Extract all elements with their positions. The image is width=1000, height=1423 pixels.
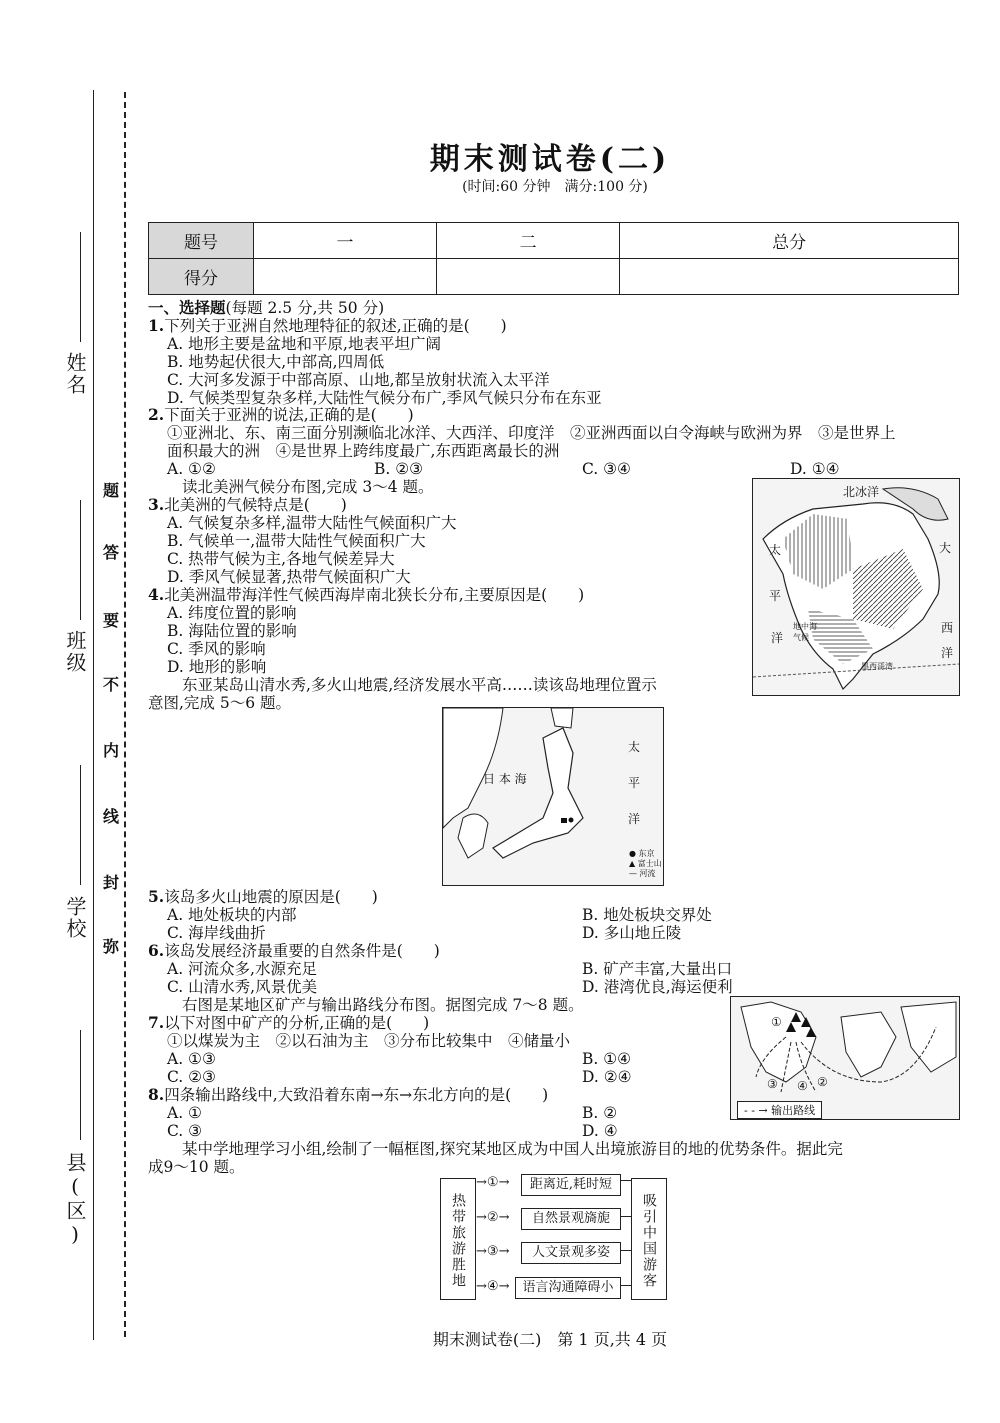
atlantic-label: 大 — [939, 541, 952, 555]
q3-option-c[interactable]: C. 热带气候为主,各地气候差异大 — [167, 550, 395, 568]
q6-option-c[interactable]: C. 山清水秀,风景优美 — [167, 978, 318, 996]
seal-char: 要 — [102, 611, 119, 630]
intro-7-8: 右图是某地区矿产与输出路线分布图。据图完成 7～8 题。 — [182, 996, 584, 1014]
q1-option-b[interactable]: B. 地势起伏很大,中部高,四周低 — [167, 353, 385, 371]
seal-char: 封 — [102, 873, 119, 892]
southeast-asia-shape — [901, 1002, 956, 1072]
q3-option-b[interactable]: B. 气候单一,温带大陆性气候面积广大 — [167, 532, 426, 550]
q1-option-c[interactable]: C. 大河多发源于中部高原、山地,都呈放射状流入太平洋 — [167, 371, 550, 389]
legend-river: — 河流 — [629, 869, 656, 878]
q5-option-a[interactable]: A. 地处板块的内部 — [167, 906, 297, 924]
flow-item-box: 语言沟通障碍小 — [515, 1277, 621, 1299]
seal-dashed-line — [124, 92, 126, 1337]
flow-arrow: →①→ — [476, 1175, 510, 1190]
school-field[interactable] — [80, 765, 81, 885]
intro-5-6-line2: 意图,完成 5～6 题。 — [148, 694, 292, 712]
q7-option-a[interactable]: A. ①③ — [167, 1050, 216, 1068]
fuji-marker — [561, 818, 567, 823]
north-america-climate-map — [752, 478, 960, 696]
q2-option-c[interactable]: C. ③④ — [582, 460, 631, 478]
legend-fuji: ▲ 富士山 — [629, 859, 662, 868]
arabia-shape — [741, 1002, 816, 1082]
pacific-label: 太 — [628, 740, 641, 754]
question-5: 5.该岛多火山地震的原因是( ) — [148, 887, 378, 906]
class-field[interactable] — [80, 500, 81, 620]
q8-option-b[interactable]: B. ② — [582, 1104, 618, 1122]
q6-option-b[interactable]: B. 矿产丰富,大量出口 — [582, 960, 733, 978]
seal-char: 答 — [102, 543, 119, 562]
q4-option-d[interactable]: D. 地形的影响 — [167, 658, 267, 676]
score-cell-total[interactable] — [620, 259, 959, 295]
score-row-label: 得分 — [149, 259, 254, 295]
q5-option-c[interactable]: C. 海岸线曲折 — [167, 924, 266, 942]
name-field[interactable] — [80, 232, 81, 342]
flow-right-box: 吸引中国游客 — [631, 1178, 667, 1300]
q7-statements: ①以煤炭为主 ②以石油为主 ③分布比较集中 ④储量小 — [167, 1032, 571, 1050]
flow-item-box: 自然景观旖旎 — [521, 1208, 621, 1230]
q8-option-c[interactable]: C. ③ — [167, 1122, 203, 1140]
school-label: 学校 — [63, 896, 87, 940]
score-cell-1[interactable] — [254, 259, 437, 295]
q5-option-b[interactable]: B. 地处板块交界处 — [582, 906, 712, 924]
page-footer: 期末测试卷(二) 第 1 页,共 4 页 — [432, 1330, 668, 1349]
flow-left-box: 热带旅游胜地 — [440, 1178, 476, 1300]
binding-line — [93, 90, 94, 1340]
atlantic-label: 洋 — [941, 646, 954, 660]
score-table-header: 总分 — [620, 223, 959, 259]
question-2: 2.下面关于亚洲的说法,正确的是( ) — [148, 405, 414, 424]
question-6: 6.该岛发展经济最重要的自然条件是( ) — [148, 941, 440, 960]
india-shape — [841, 1012, 896, 1077]
q2-statements-1: ①亚洲北、东、南三面分别濒临北冰洋、大西洋、印度洋 ②亚洲西面以白令海峡与欧洲为界 ③是世界上 — [167, 424, 896, 442]
japan-island-shape — [493, 728, 583, 858]
seal-char: 不 — [102, 675, 119, 694]
section-heading: 一、选择题(每题 2.5 分,共 50 分) — [148, 298, 385, 317]
arctic-ocean-label: 北冰洋 — [843, 485, 880, 499]
flow-arrow: →③→ — [476, 1244, 510, 1259]
flow-item-box: 人文景观多姿 — [521, 1242, 621, 1264]
legend-tokyo: ● 东京 — [629, 849, 655, 858]
question-7: 7.以下对图中矿产的分析,正确的是( ) — [148, 1013, 430, 1032]
q7-option-c[interactable]: C. ②③ — [167, 1068, 216, 1086]
korea-shape — [458, 814, 488, 858]
q6-option-a[interactable]: A. 河流众多,水源充足 — [167, 960, 317, 978]
route-marker: ③ — [767, 1077, 778, 1091]
class-label: 班级 — [63, 630, 87, 674]
sea-of-japan-label: 日 本 海 — [483, 772, 527, 786]
intro-3-4: 读北美洲气候分布图,完成 3～4 题。 — [182, 478, 434, 496]
flow-arrow: →②→ — [476, 1210, 510, 1225]
pacific-label: 平 — [628, 776, 641, 790]
flow-arrow: →④→ — [476, 1279, 510, 1294]
q8-option-d[interactable]: D. ④ — [582, 1122, 618, 1140]
flow-connector — [620, 1180, 631, 1181]
hokkaido-shape — [551, 708, 573, 728]
route-marker: ② — [817, 1075, 828, 1089]
score-table — [148, 222, 959, 295]
q7-option-b[interactable]: B. ①④ — [582, 1050, 632, 1068]
q1-option-d[interactable]: D. 气候类型复杂多样,大陆性气候分布广,季风气候只分布在东亚 — [167, 389, 602, 407]
q4-option-a[interactable]: A. 纬度位置的影响 — [167, 604, 297, 622]
q2-option-b[interactable]: B. ②③ — [374, 460, 424, 478]
name-label: 姓名 — [63, 352, 87, 396]
county-field[interactable] — [80, 1030, 81, 1140]
route-marker: ① — [771, 1015, 782, 1029]
intro-5-6-line1: 东亚某岛山清水秀,多火山地震,经济发展水平高……读该岛地理位置示 — [182, 676, 657, 694]
flow-item-box: 距离近,耗时短 — [521, 1174, 621, 1196]
score-cell-2[interactable] — [437, 259, 620, 295]
exam-info: (时间:60 分钟 满分:100 分) — [462, 179, 648, 195]
route-marker: ④ — [797, 1079, 808, 1093]
route-legend: - - → 输出路线 — [737, 1101, 822, 1119]
tokyo-marker — [569, 818, 574, 823]
pacific-label: 洋 — [771, 631, 784, 645]
flow-connector — [620, 1285, 631, 1286]
q2-option-d[interactable]: D. ①④ — [790, 460, 840, 478]
q3-option-d[interactable]: D. 季风气候显著,热带气候面积广大 — [167, 568, 411, 586]
seal-char: 线 — [102, 807, 119, 826]
county-label: 县(区) — [63, 1152, 87, 1248]
gulf-of-mexico-label: 墨西哥湾 — [861, 662, 893, 671]
q4-option-c[interactable]: C. 季风的影响 — [167, 640, 266, 658]
score-table-row — [149, 223, 959, 259]
pacific-label: 洋 — [628, 812, 641, 826]
score-table-header: 二 — [437, 223, 620, 259]
flow-connector — [620, 1216, 631, 1217]
q2-option-a[interactable]: A. ①② — [167, 460, 216, 478]
pacific-label: 平 — [769, 589, 782, 603]
mediterranean-label: 地中海气候 — [793, 622, 817, 642]
q5-option-d[interactable]: D. 多山地丘陵 — [582, 924, 682, 942]
flow-connector — [620, 1250, 631, 1251]
seal-char: 题 — [102, 481, 119, 500]
intro-9-10-line1: 某中学地理学习小组,绘制了一幅框图,探究某地区成为中国人出境旅游目的地的优势条件。据此完 — [182, 1140, 843, 1158]
atlantic-label: 西 — [941, 621, 954, 635]
mainland-shape — [443, 708, 503, 828]
q4-option-b[interactable]: B. 海陆位置的影响 — [167, 622, 297, 640]
question-8: 8.四条输出路线中,大致沿着东南→东→东北方向的是( ) — [148, 1085, 549, 1104]
q6-option-d[interactable]: D. 港湾优良,海运便利 — [582, 978, 733, 996]
seal-char: 内 — [102, 741, 119, 760]
pacific-label: 太 — [769, 543, 782, 557]
question-1: 1.下列关于亚洲自然地理特征的叙述,正确的是( ) — [148, 316, 507, 335]
q1-option-a[interactable]: A. 地形主要是盆地和平原,地表平坦广阔 — [167, 335, 441, 353]
q7-option-d[interactable]: D. ②④ — [582, 1068, 632, 1086]
q3-option-a[interactable]: A. 气候复杂多样,温带大陆性气候面积广大 — [167, 514, 457, 532]
score-table-header: 题号 — [149, 223, 254, 259]
q8-option-a[interactable]: A. ① — [167, 1104, 202, 1122]
score-table-row — [149, 259, 959, 295]
mineral-export-route-map — [730, 996, 960, 1120]
question-4: 4.北美洲温带海洋性气候西海岸南北狭长分布,主要原因是( ) — [148, 585, 585, 604]
page-title: 期末测试卷(二) — [429, 142, 671, 177]
question-3: 3.北美洲的气候特点是( ) — [148, 495, 347, 514]
japan-map — [442, 707, 664, 886]
north-america-map-svg — [753, 479, 959, 695]
seal-char: 弥 — [102, 937, 119, 956]
intro-9-10-line2: 成9～10 题。 — [148, 1158, 245, 1176]
score-table-header: 一 — [254, 223, 437, 259]
q2-statements-2: 面积最大的洲 ④是世界上跨纬度最广,东西距离最长的洲 — [167, 442, 560, 460]
